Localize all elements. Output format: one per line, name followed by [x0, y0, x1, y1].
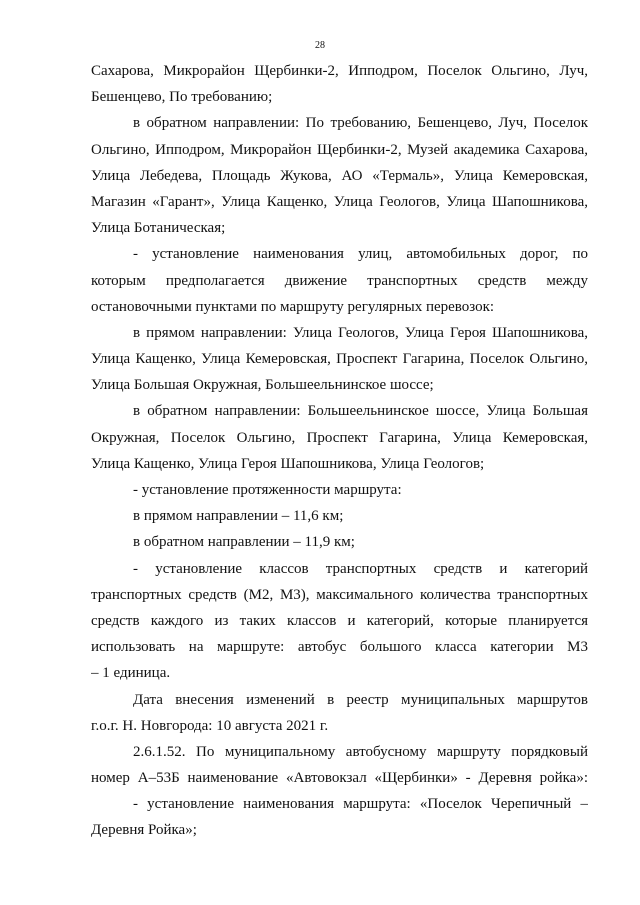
- text-line: в прямом направлении – 11,6 км;: [133, 508, 344, 525]
- text-line: Сахарова, Микрорайон Щербинки-2, Ипподром, Поселок Ольгино, Луч,: [91, 63, 588, 79]
- text-line: – 1 единица.: [91, 665, 171, 682]
- text-line: средств каждого из таких классов и категорий, которые планируется: [91, 612, 588, 629]
- text-line: транспортных средств (М2, М3), максимального количества транспортных: [91, 586, 588, 603]
- text-line: Дата внесения изменений в реестр муниципальных маршрутов: [133, 691, 588, 708]
- text-line: Деревня Ройка»;: [91, 822, 197, 839]
- text-line: Улица Большая Окружная, Большеельнинское шоссе;: [91, 377, 434, 394]
- document-body: [91, 58, 588, 844]
- text-line: Улица Лебедева, Площадь Жукова, АО «Термаль», Улица Кемеровская,: [91, 167, 588, 184]
- text-line: номер А–53Б наименование «Автовокзал «Щербинки» - Деревня ройка»:: [91, 770, 588, 787]
- text-line: Магазин «Гарант», Улица Кащенко, Улица Геологов, Улица Шапошникова,: [91, 193, 588, 210]
- text-line: Ольгино, Ипподром, Микрорайон Щербинки-2, Музей академика Сахарова,: [91, 141, 588, 158]
- text-line: г.о.г. Н. Новгорода: 10 августа 2021 г.: [91, 717, 329, 734]
- text-line: Улица Кащенко, Улица Кемеровская, Проспект Гагарина, Поселок Ольгино,: [91, 351, 588, 368]
- text-line: которым предполагается движение транспортных средств между: [91, 272, 588, 289]
- text-line: Улица Кащенко, Улица Героя Шапошникова, Улица Геологов;: [91, 455, 485, 472]
- text-line: в обратном направлении – 11,9 км;: [133, 534, 355, 551]
- text-line: в прямом направлении: Улица Геологов, Улица Героя Шапошникова,: [133, 324, 588, 341]
- text-line: Окружная, Поселок Ольгино, Проспект Гагарина, Улица Кемеровская,: [91, 429, 588, 446]
- text-line: 2.6.1.52. По муниципальному автобусному маршруту порядковый: [133, 743, 588, 760]
- text-line: - установление наименования маршрута: «Поселок Черепичный –: [133, 796, 588, 813]
- text-line: Улица Ботаническая;: [91, 220, 226, 237]
- text-line: в обратном направлении: По требованию, Бешенцево, Луч, Поселок: [133, 115, 588, 132]
- text-line: остановочными пунктами по маршруту регулярных перевозок:: [91, 298, 495, 315]
- text-line: - установление классов транспортных средств и категорий: [133, 560, 588, 577]
- text-line: использовать на маршруте: автобус большого класса категории М3: [91, 639, 588, 656]
- text-line: в обратном направлении: Большеельнинское шоссе, Улица Большая: [133, 403, 588, 420]
- text-line: Бешенцево, По требованию;: [91, 89, 273, 106]
- text-line: - установление протяженности маршрута:: [133, 482, 402, 498]
- text-line: - установление наименования улиц, автомобильных дорог, по: [133, 246, 588, 263]
- page-number: 28: [315, 40, 325, 51]
